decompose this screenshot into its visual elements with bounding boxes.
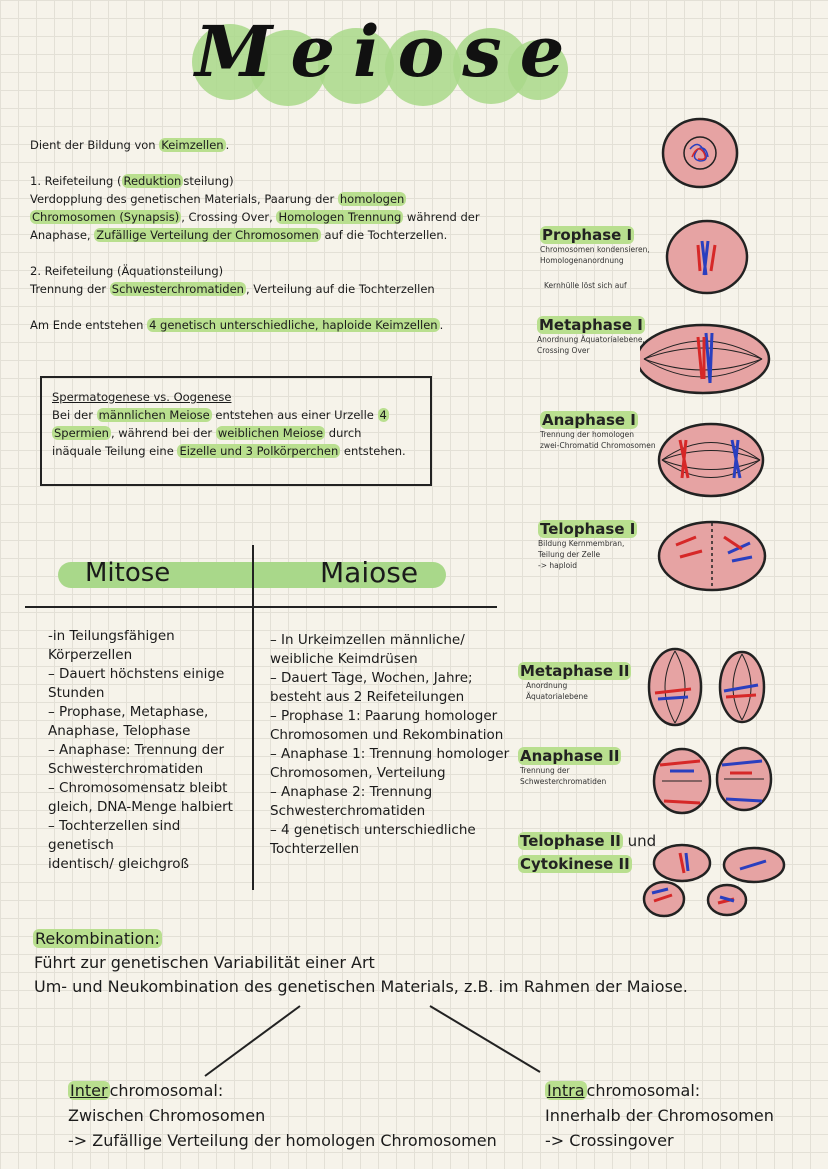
anaphase1-label: Anaphase I [542, 411, 636, 429]
list-item: – Anaphase: Trennung der [48, 742, 225, 758]
list-item: Anaphase, Telophase [48, 723, 191, 739]
list-item: gleich, DNA-Menge halbiert [48, 799, 233, 815]
list-item: – Prophase, Metaphase, [48, 704, 209, 720]
list-item: Schwesterchromatiden [270, 803, 426, 819]
intro-conclusion: Am Ende entstehen 4 genetisch unterschiedliche, haploide Keimzellen . [30, 318, 444, 332]
telophase2-label: Telophase II [520, 832, 621, 850]
recombination-branches [195, 1000, 555, 1080]
telophase1-label-group: Telophase I Bildung Kernmembran, Teilung der Zelle -> haploid [538, 520, 636, 570]
metaphase1-label-group: Metaphase I Anordnung Äquatorialebene, Crossing Over [537, 316, 645, 355]
list-item: – Chromosomensatz bleibt [48, 780, 228, 796]
table-horizontal-line [25, 606, 497, 608]
intrachromosomal-block: Intra chromosomal: Innerhalb der Chromosomen -> Crossingover [545, 1081, 774, 1150]
list-item: – Dauert Tage, Wochen, Jahre; [270, 670, 473, 686]
cytokinese2-label: Cytokinese II [520, 855, 630, 873]
anaphase1-cell [659, 424, 763, 496]
intro-block: Dient der Bildung von Keimzellen . 1. Reifeteilung ( Reduktion steilung) Verdopplung des genetischen Materials, Paarung der homologen Chromosomen (Synapsis) , Crossing Over, Homologen Trennung während der Anaphase, Zufällige Verteilung der Chromosomen auf die Tochterzellen. 2. Reifeteilung (Äquationsteilung) Trennung der Schwesterchromatiden , Verteilung auf die Tochterzellen Am Ende entstehen 4 genetisch unterschiedliche, haploide Keimzellen . [30, 136, 530, 334]
list-item: Körperzellen [48, 647, 133, 663]
telophase2-label-group: Telophase II und Cytokinese II [520, 832, 657, 873]
reifeteilung-2-heading: 2. Reifeteilung (Äquationsteilung) [30, 264, 224, 278]
prophase1-label-group: Prophase I Chromosomen kondensieren, Homologenanordnung Kernhülle löst sich auf [540, 226, 650, 290]
anaphase2-label: Anaphase II [520, 747, 620, 765]
list-item: Schwesterchromatiden [48, 761, 204, 777]
anaphase1-label-group: Anaphase I Trennung der homologen zwei-Chromatid Chromosomen [540, 411, 656, 450]
intro-line: Dient der Bildung von Keimzellen . [30, 138, 230, 152]
maiose-list [270, 631, 510, 859]
telophase1-label: Telophase I [540, 520, 636, 538]
list-item: – Prophase 1: Paarung homologer [270, 708, 498, 724]
list-item: – In Urkeimzellen männliche/ [270, 632, 465, 648]
metaphase2-label: Metaphase II [520, 662, 630, 680]
list-item: besteht aus 2 Reifeteilungen [270, 689, 465, 705]
meiosis-diagrams [640, 105, 828, 925]
list-item: -in Teilungsfähigen [48, 628, 175, 644]
anaphase2-label-group: Anaphase II Trennung der Schwesterchromatiden [520, 747, 620, 786]
recombination-heading: Rekombination: [35, 929, 160, 948]
list-item: weibliche Keimdrüsen [270, 651, 418, 667]
metaphase1-label: Metaphase I [539, 316, 643, 334]
list-item: – Anaphase 1: Trennung homologer [270, 746, 510, 762]
interchromosomal-block: Inter chromosomal: Zwischen Chromosomen -> Zufällige Verteilung der homologen Chromosomen [68, 1081, 497, 1150]
reifeteilung-1-heading: 1. Reifeteilung ( Reduktion steilung) [30, 174, 234, 188]
list-item: – Anaphase 2: Trennung [270, 784, 433, 800]
list-item: – Dauert höchstens einige [48, 666, 225, 682]
list-item: – 4 genetisch unterschiedliche [270, 822, 476, 838]
maiose-header: Maiose [320, 556, 419, 589]
list-item: – Tochterzellen sind genetisch [48, 818, 181, 853]
metaphase2-label-group: Metaphase II Anordnung Äquatorialebene [520, 662, 630, 701]
list-item: Tochterzellen [270, 841, 360, 857]
recombination-line-2: Um- und Neukombination des genetischen Materials, z.B. im Rahmen der Maiose. [34, 977, 688, 996]
spermatogenese-box: Spermatogenese vs. Oogenese Bei der männlichen Meiose entstehen aus einer Urzelle 4 Spermien , während bei der weiblichen Meiose durch inäquale Teilung eine Eizelle und 3 Polkörperchen entstehen. [40, 376, 432, 486]
metaphase2-cell-left [649, 649, 701, 725]
list-item: identisch/ gleichgroß [48, 856, 190, 872]
list-item: Chromosomen, Verteilung [270, 765, 446, 781]
mitose-list [48, 627, 248, 874]
page-title: Meiose [195, 10, 583, 93]
recombination-line-1: Führt zur genetischen Variabilität einer Art [34, 953, 375, 972]
list-item: Stunden [48, 685, 105, 701]
mitose-header: Mitose [85, 558, 171, 588]
box-heading: Spermatogenese vs. Oogenese [52, 390, 232, 404]
table-vertical-line [252, 545, 254, 890]
list-item: Chromosomen und Rekombination [270, 727, 504, 743]
prophase1-label: Prophase I [542, 226, 633, 244]
